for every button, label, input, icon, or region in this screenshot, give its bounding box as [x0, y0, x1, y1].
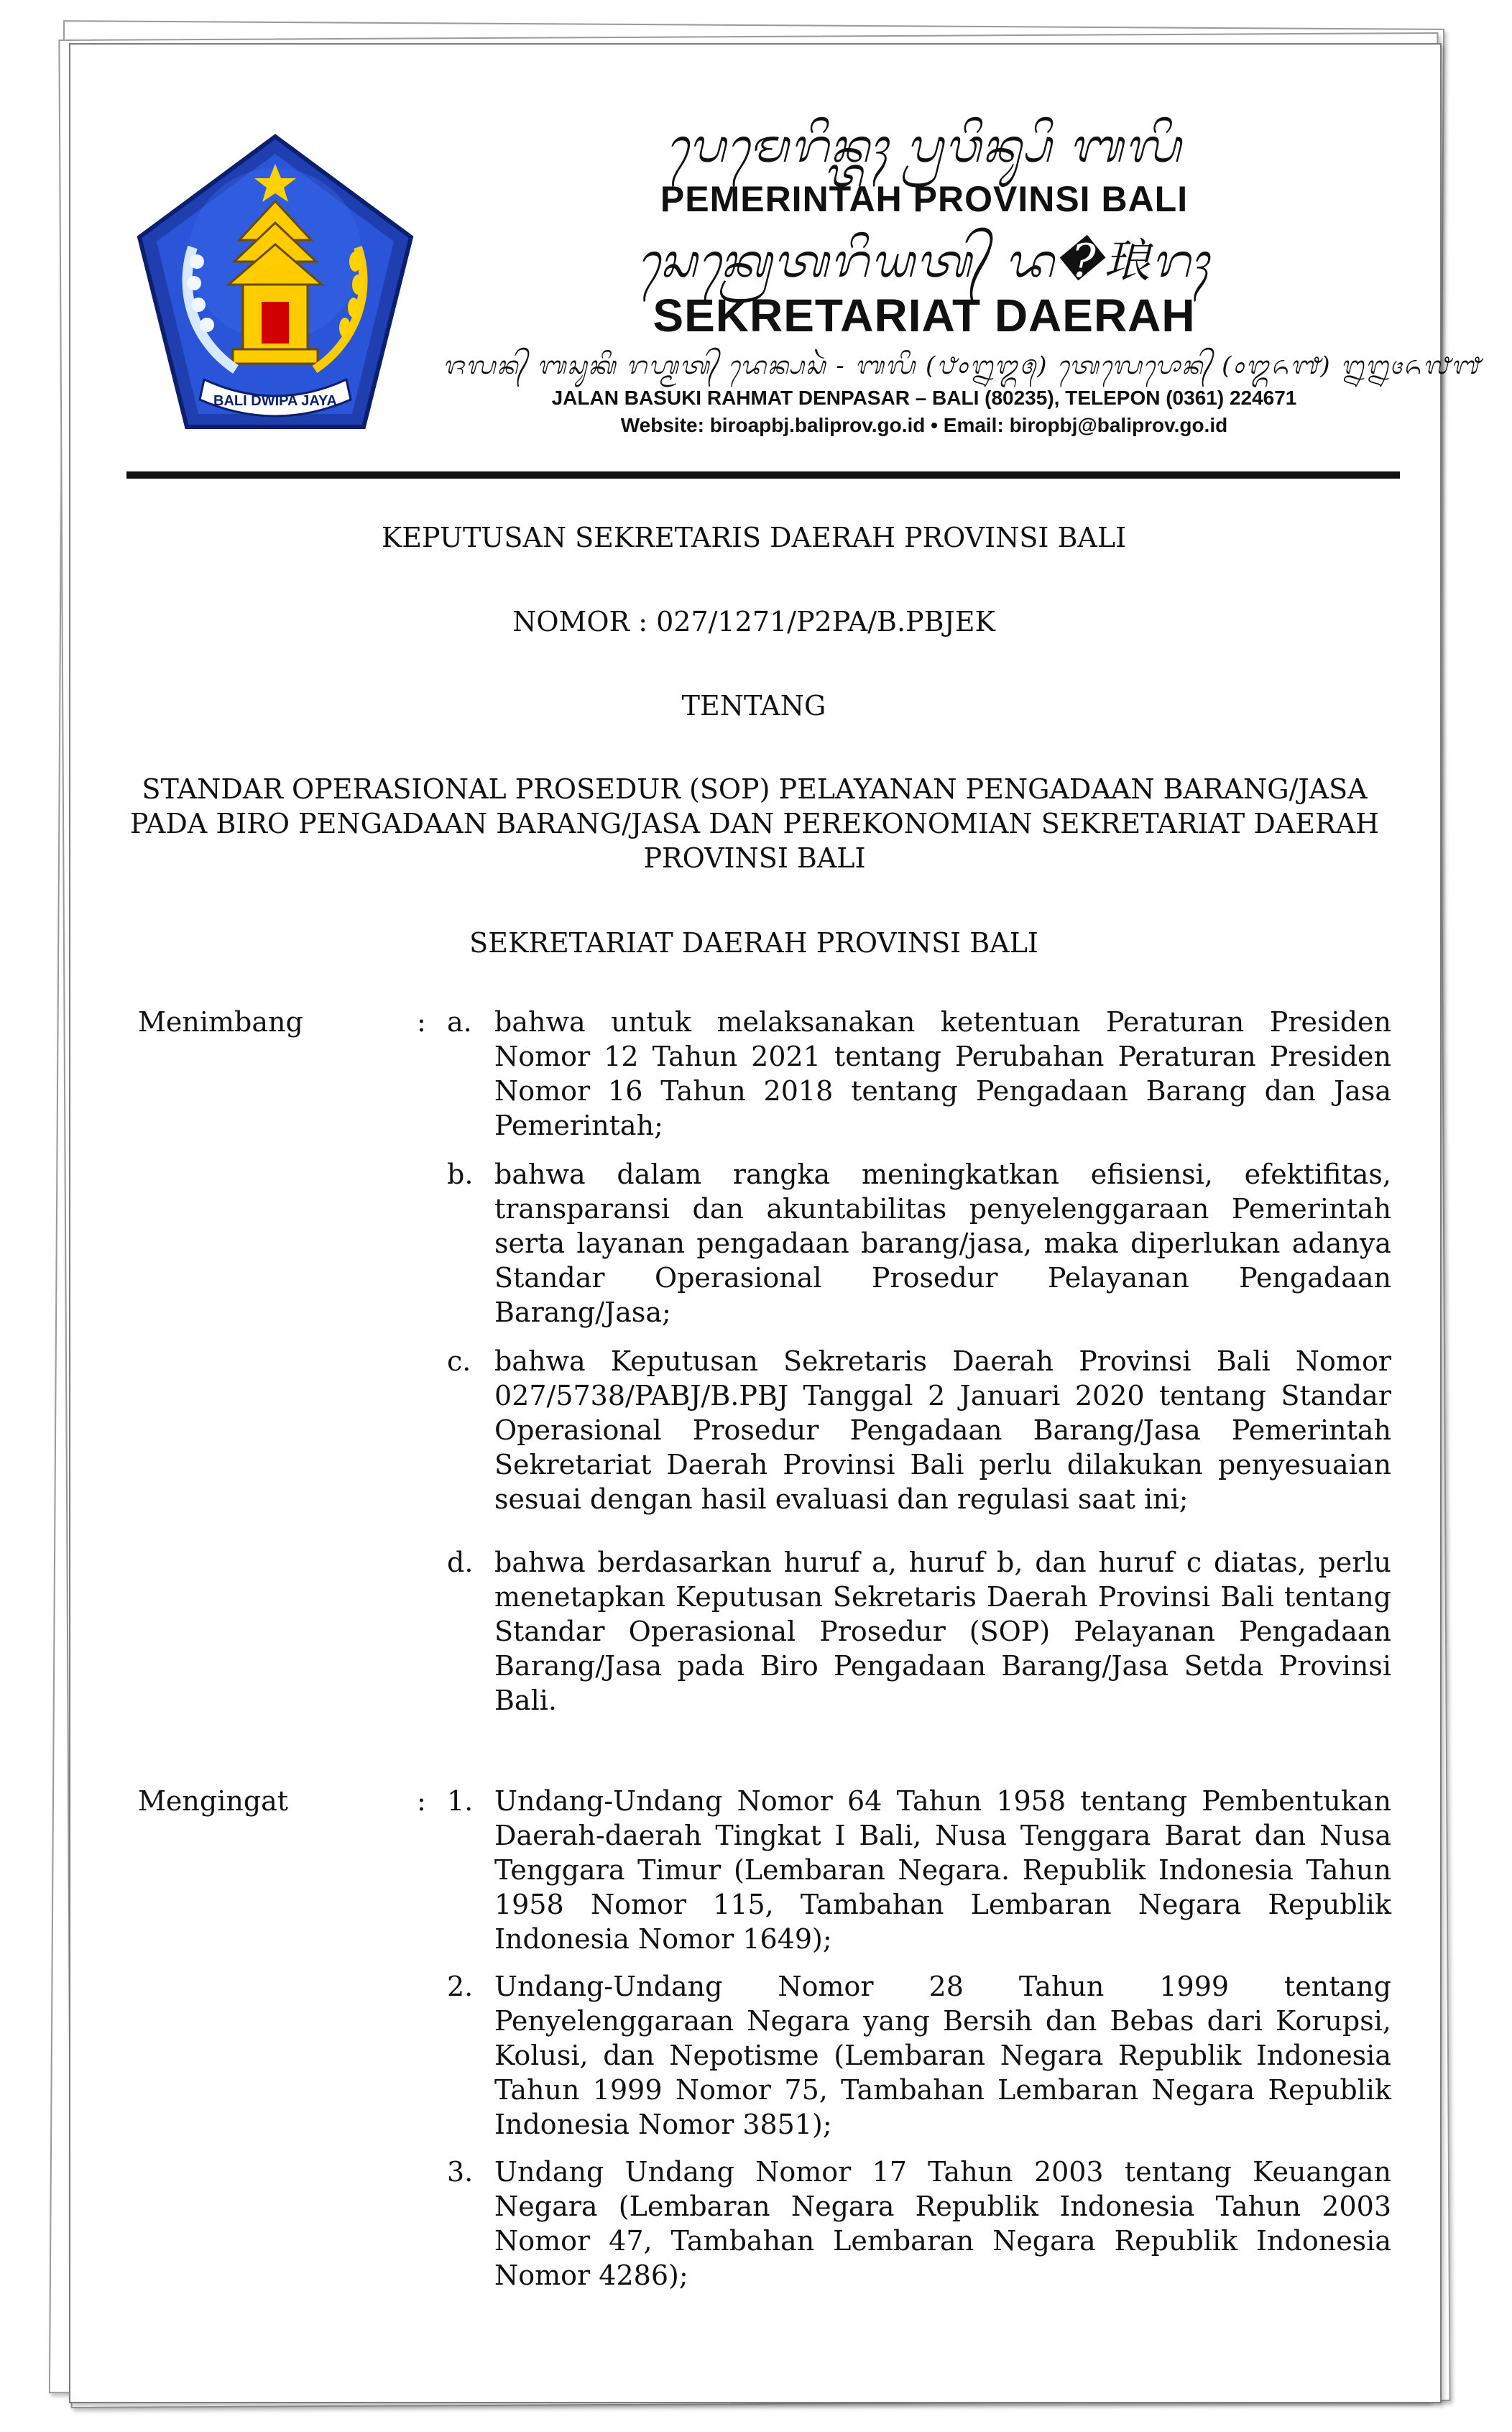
- office-address: JALAN BASUKI RAHMAT DENPASAR – BALI (80235), TELEPON (0361) 224671: [551, 387, 1297, 409]
- list-marker: b.: [447, 1159, 474, 1190]
- list-item-text: bahwa dalam rangka meningkatkan efisiensi, efektifitas, transparansi dan akuntabilitas penyelenggaraan Pemerintah serta layanan pengadaan barang/jasa, maka diperlukan adanya Standar Operasional Prosedur Pelayanan Pengadaan Barang/Jasa;: [494, 1159, 1391, 1328]
- mengingat-colon: :: [417, 1785, 426, 1817]
- menimbang-label: Menimbang: [138, 1006, 303, 1038]
- mengingat-label: Mengingat: [138, 1785, 289, 1817]
- decree-about-label: TENTANG: [681, 690, 826, 722]
- list-item-text: Undang Undang Nomor 17 Tahun 2003 tentang Keuangan Negara (Lembaran Negara Republik Indonesia Tahun 2003 Nomor 47, Tambahan Lembaran Negara Republik Indonesia Nomor 4286);: [494, 2156, 1391, 2291]
- bali-province-emblem: [135, 132, 415, 433]
- decree-title: KEPUTUSAN SEKRETARIS DAERAH PROVINSI BALI: [381, 522, 1127, 553]
- list-marker: d.: [447, 1547, 474, 1578]
- letterhead: [69, 43, 1481, 446]
- decree-issuer: SEKRETARIAT DAERAH PROVINSI BALI: [469, 927, 1038, 959]
- list-item-text: bahwa Keputusan Sekretaris Daerah Provinsi Bali Nomor 027/5738/PABJ/B.PBJ Tanggal 2 Januari 2020 tentang Standar Operasional Prosedur Pengadaan Barang/Jasa Pemerintah Sekretariat Daerah Provinsi Bali perlu dilakukan penyesuaian sesuai dengan hasil evaluasi dan regulasi saat ini;: [494, 1345, 1391, 1515]
- list-marker: 1.: [447, 1785, 474, 1817]
- office-website-email: Website: biroapbj.baliprov.go.id • Email: biropbj@baliprov.go.id: [620, 414, 1228, 436]
- decree-number: NOMOR : 027/1271/P2PA/B.PBJEK: [512, 606, 995, 637]
- letterhead-text: [443, 101, 1481, 440]
- list-marker: 2.: [447, 1971, 474, 2002]
- list-item-text: bahwa berdasarkan huruf a, huruf b, dan huruf c diatas, perlu menetapkan Keputusan Sekretaris Daerah Provinsi Bali tentang Standar Operasional Prosedur (SOP) Pelayanan Pengadaan Barang/Jasa pada Biro Pengadaan Barang/Jasa Setda Provinsi Bali.: [494, 1547, 1391, 1716]
- balinese-script-address: ᬚᬮᬦ᭄ ᬩᬲᬸᬓᬶ ᬭᬳ᭄ᬫᬢ᭄ ᬤᬾᬦ᭄ᬧᬲᬃ - ᬩᬮᬶ (᭘᭐᭒᭓᭕) ᬢᬾᬮᬾᬧᭀᬦ᭄ (᭐᭓᭖᭑) ᭒᭒᭔᭖᭗᭑: [443, 351, 1481, 380]
- balinese-script-government: ᬧᬾᬫᬾᬭᬶᬦ᭄ᬢᬄ ᬧ᭄ᬭᬯᬶᬦ᭄ᬲᬶ ᬩᬮᬶ: [666, 120, 1182, 173]
- letterhead-divider: [126, 471, 1400, 479]
- list-item-text: Undang-Undang Nomor 64 Tahun 1958 tentang Pembentukan Daerah-daerah Tingkat I Bali, Nusa Tenggara Barat dan Nusa Tenggara Timur (Lembaran Negara. Republik Indonesia Tahun 1958 Nomor 115, Tambahan Lembaran Negara Republik Indonesia Nomor 1649);: [494, 1785, 1391, 1955]
- office-name: SEKRETARIAT DAERAH: [653, 290, 1196, 341]
- list-item-text: Undang-Undang Nomor 28 Tahun 1999 tentang Penyelenggaraan Negara yang Bersih dan Bebas dari Korupsi, Kolusi, dan Nepotisme (Lembaran Negara Republik Indonesia Tahun 1999 Nomor 75, Tambahan Lembaran Negara Republik Indonesia Nomor 3851);: [494, 1971, 1391, 2140]
- balinese-script-office: ᬲᬾᬓ᭄ᬭᬾᬢᬭᬶᬬᬢ᭄ ᬤ�琅ᬭᬄ: [637, 235, 1211, 288]
- menimbang-colon: :: [417, 1006, 426, 1038]
- list-marker: c.: [447, 1345, 471, 1377]
- emblem-motto: BALI DWIPA JAYA: [213, 393, 337, 409]
- list-marker: a.: [447, 1006, 472, 1038]
- list-item-text: bahwa untuk melaksanakan ketentuan Peraturan Presiden Nomor 12 Tahun 2021 tentang Perubahan Peraturan Presiden Nomor 16 Tahun 2018 tentang Pengadaan Barang dan Jasa Pemerintah;: [494, 1006, 1391, 1141]
- list-marker: 3.: [447, 2156, 474, 2188]
- decree-subject: STANDAR OPERASIONAL PROSEDUR (SOP) PELAYANAN PENGADAAN BARANG/JASA PADA BIRO PENGADAAN BARANG/JASA DAN PEREKONOMIAN SEKRETARIAT DAERAH PROVINSI BALI: [129, 773, 1380, 874]
- government-name: PEMERINTAH PROVINSI BALI: [660, 179, 1189, 219]
